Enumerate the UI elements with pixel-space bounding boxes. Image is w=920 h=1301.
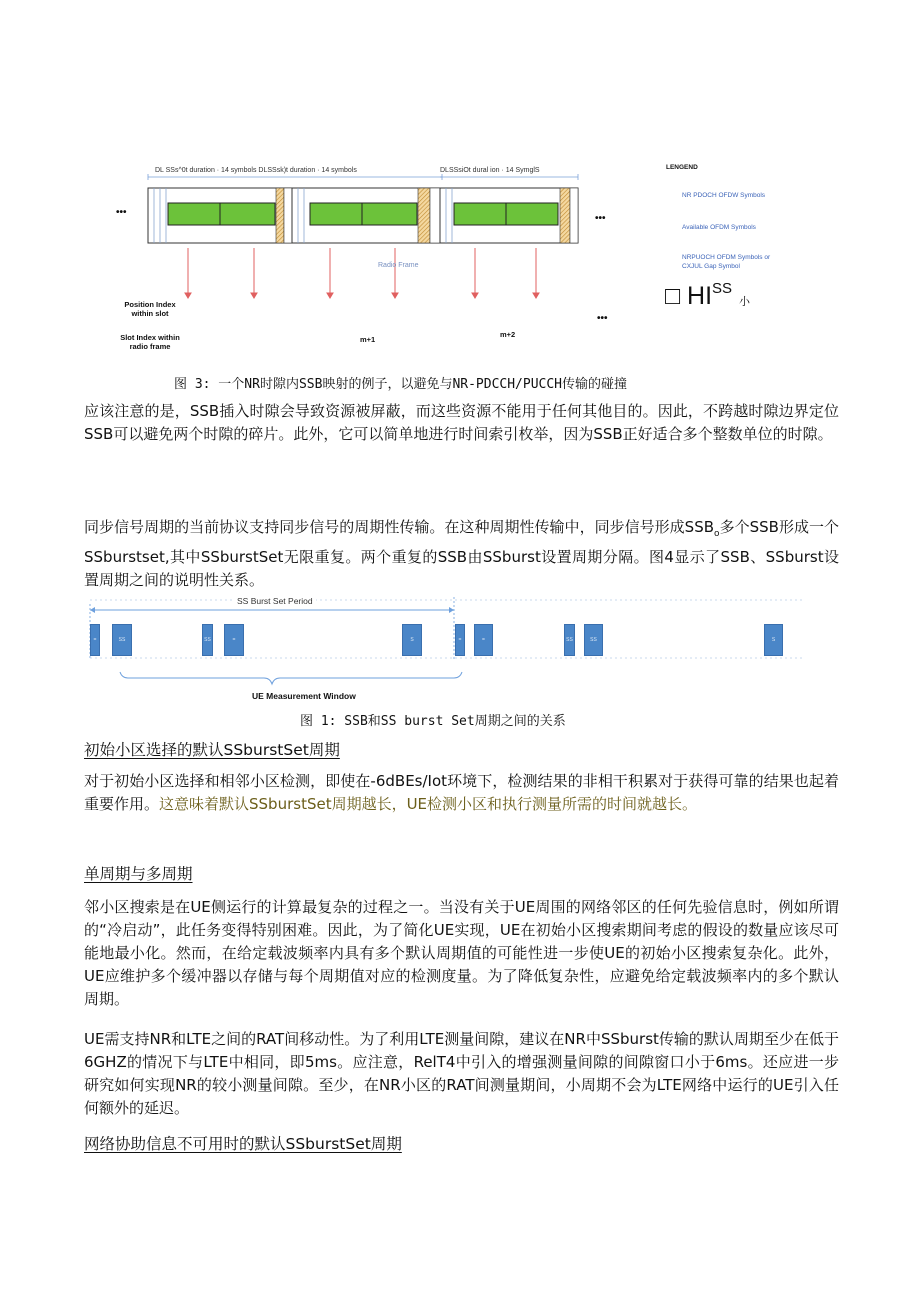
duration-label-1: DL SSs^0t duration · 14 symbols DLSSsk)t duration · 14 symbols <box>155 167 357 174</box>
ssb-block-3 <box>202 624 213 656</box>
slot-arrows <box>185 248 539 298</box>
paragraph-5: UE需支持NR和LTE之间的RAT间移动性。为了利用LTE测量间隙，建议在NR中SSburst传输的默认周期至少在低于6GHZ的情况下与LTE中相同，即5ms。应注意，RelT4中引入的增强测量间隙的间隙窗口小于6ms。还应进一步研究如何实现NR的较小测量间隙。至少，在NR小区的RAT间测量期间，小周期不会为LTE网络中运行的UE引入任何额外的延迟。 <box>84 1030 839 1117</box>
ssb-block-mark: S <box>771 637 776 643</box>
ssb-block-mark: = <box>93 637 97 643</box>
ssb-block-10 <box>764 624 783 656</box>
ssb-block-mark: SS <box>566 637 573 643</box>
ssb-block-mark: SS <box>118 637 126 643</box>
slot-index-label: Slot Index within radio frame <box>120 333 180 351</box>
legend-item-2: Available OFDM Symbols <box>682 224 756 231</box>
paragraph-3 <box>84 770 839 816</box>
ssb-block-mark: = <box>232 637 236 643</box>
period-label: SS Burst Set Period <box>234 596 316 606</box>
figure-4-caption: 图 1: SSB和SS burst Set周期之间的关系 <box>300 714 566 729</box>
paragraph-2-part-1: 同步信号周期的当前协议支持同步信号的周期性传输。在这种周期性传输中，同步信号形成SSB <box>84 518 715 536</box>
radio-frame-label: Radio Frame <box>378 262 419 269</box>
ssb-block-5 <box>402 624 422 656</box>
figure-4 <box>84 592 814 704</box>
legend-item-3: NRPUOCH OFDM Symbols or CXJUL Gap Symbol <box>682 254 771 270</box>
slot-2 <box>292 188 440 243</box>
ssb-block-mark: S <box>410 637 414 643</box>
legend-superscript: SS <box>712 280 733 297</box>
slot-3 <box>440 188 578 243</box>
figure-3 <box>110 150 810 360</box>
heading-no-network-assistance: 网络协助信息不可用时的默认SSburstSet周期 <box>84 1135 402 1153</box>
figure-3-caption: 图 3: 一个NR时隙内SSB映射的例子，以避免与NR-PDCCH/PUCCH传输的碰撞 <box>174 377 628 392</box>
ssb-block-8 <box>564 624 575 656</box>
paragraph-4: 邻小区搜索是在UE侧运行的计算最复杂的过程之一。当没有关于UE周围的网络邻区的任何先验信息时，例如所谓的“冷启动”，此任务变得特别困难。因此，为了简化UE实现，UE在初始小区搜索期间考虑的假设的数量应该尽可能地最小化。然而，在给定载波频率内具有多个默认周期值的可能性进一步使UE的初始小区搜索复杂化。此外，UE应维护多个缓冲器以存储与每个周期值对应的检测度量。为了降低复杂性，应避免给定载波频率内的多个默认周期。 <box>84 898 839 1008</box>
paragraph-3-highlight: 这意味着默认SSburstSet周期越长，UE检测小区和执行测量所需的时间就越长。 <box>159 795 698 813</box>
paragraph-3-normal: 对于初始小区选择和相邻小区检测，即使在-6dBEs/Iot环境下，检测结果的非相干积累对于获得可靠的结果也起着重要作用。 <box>84 772 839 813</box>
ssb-block-4 <box>224 624 244 656</box>
ssb-block-mark: = <box>458 637 462 643</box>
legend-item-1: NR PDOCH OFDW Symbols <box>682 192 766 199</box>
paragraph-1: 应该注意的是，SSB插入时隙会导致资源被屏蔽，而这些资源不能用于任何其他目的。因此，不跨越时隙边界定位SSB可以避免两个时隙的碎片。此外，它可以简单地进行时间索引枚举，因为SSB正好适合多个整数单位的时隙。 <box>84 402 839 443</box>
ssb-block-mark: SS <box>204 637 211 643</box>
paragraph-2-part-2: 多个SSB形成一个SSburstset,其中SSburstSet无限重复。两个重复的SSB由SSburst设置周期分隔。图4显示了SSB、SSburst设置周期之间的说明性关系。 <box>84 518 839 589</box>
duration-label-2: DLSSsiOt dural ion · 14 SymglS <box>440 167 540 174</box>
paragraph-2 <box>84 516 839 592</box>
ssb-block-mark: SS <box>590 637 597 643</box>
slot-label-m2: m+2 <box>500 330 516 339</box>
ssb-block-1 <box>90 624 100 656</box>
ellipsis-right: ••• <box>595 213 606 224</box>
position-index-label: Position Index within slot <box>124 300 176 318</box>
ssb-block-2 <box>112 624 132 656</box>
heading-single-vs-multi-period: 单周期与多周期 <box>84 865 193 883</box>
heading-initial-cell-selection: 初始小区选择的默认SSburstSet周期 <box>84 741 340 759</box>
slot-label-m1: m+1 <box>360 335 376 344</box>
window-label: UE Measurement Window <box>252 691 356 701</box>
ellipsis-left: ••• <box>116 207 127 218</box>
ssb-block-6 <box>455 624 465 656</box>
ssb-block-7 <box>474 624 493 656</box>
ssb-block-9 <box>584 624 603 656</box>
legend-big-symbol: □ HI <box>665 282 713 310</box>
ssb-block-mark: = <box>482 637 485 643</box>
figure-4-diagram <box>84 592 814 704</box>
ellipsis-bottom: ••• <box>597 313 608 324</box>
legend-title: LENGEND <box>666 164 698 171</box>
paragraph-2-sub: o <box>714 529 720 539</box>
slot-1 <box>148 188 292 243</box>
legend-big-text <box>665 282 750 311</box>
legend-small-char: 小 <box>739 295 751 308</box>
